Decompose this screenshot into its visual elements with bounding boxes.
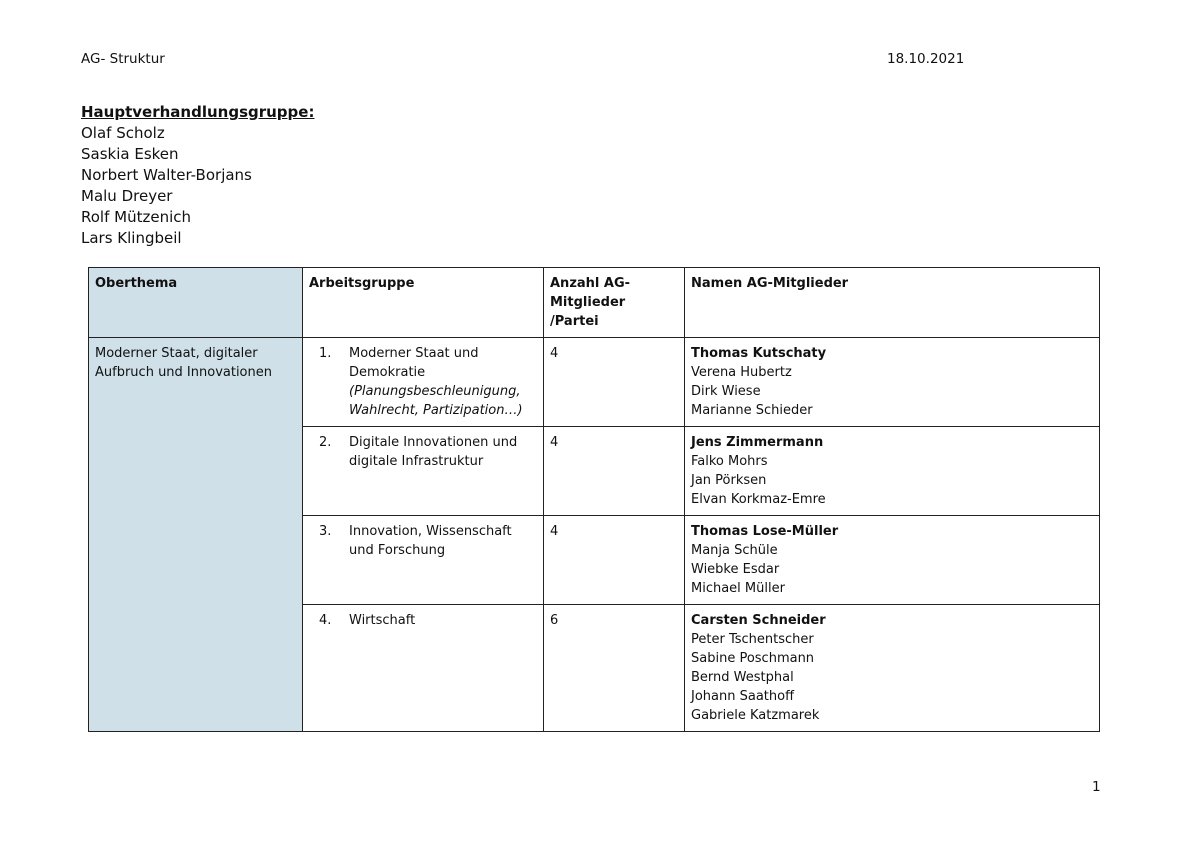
header-namen: Namen AG-Mitglieder (685, 268, 1100, 338)
ag-number: 3. (319, 524, 332, 539)
ag-member: Verena Hubertz (691, 365, 792, 380)
ag-member: Michael Müller (691, 581, 785, 596)
header-oberthema: Oberthema (89, 268, 303, 338)
ag-member: Sabine Poschmann (691, 651, 815, 666)
arbeitsgruppe-cell (303, 516, 544, 605)
member-names-cell (685, 427, 1100, 516)
member-count-cell: 4 (544, 338, 685, 427)
member-count-cell: 6 (544, 605, 685, 732)
hvg-member: Olaf Scholz (81, 124, 165, 142)
member-names-cell (685, 338, 1100, 427)
hvg-member: Norbert Walter-Borjans (81, 166, 252, 184)
hvg-member: Rolf Mützenich (81, 208, 192, 226)
member-count-cell: 4 (544, 516, 685, 605)
ag-member: Gabriele Katzmarek (691, 708, 820, 723)
ag-member: Elvan Korkmaz-Emre (691, 492, 826, 507)
arbeitsgruppe-cell (303, 338, 544, 427)
ag-member: Bernd Westphal (691, 670, 794, 685)
ag-member: Manja Schüle (691, 543, 778, 558)
ag-title: Innovation, Wissenschaft und Forschung (349, 524, 512, 558)
ag-detail: (Planungsbeschleunigung, Wahlrecht, Partizipation…) (349, 384, 523, 418)
ag-member: Peter Tschentscher (691, 632, 814, 647)
hauptverhandlungsgruppe-heading: Hauptverhandlungsgruppe: (81, 103, 315, 121)
ag-member: Wiebke Esdar (691, 562, 780, 577)
ag-lead-member: Jens Zimmermann (691, 435, 824, 450)
ag-member: Jan Pörksen (691, 473, 767, 488)
ag-structure-table (88, 267, 1100, 732)
ag-number: 2. (319, 435, 332, 450)
hvg-member: Lars Klingbeil (81, 229, 182, 247)
header-arbeitsgruppe: Arbeitsgruppe (303, 268, 544, 338)
ag-lead-member: Carsten Schneider (691, 613, 826, 628)
arbeitsgruppe-cell (303, 427, 544, 516)
document-title: AG- Struktur (81, 51, 165, 67)
ag-member: Marianne Schieder (691, 403, 813, 418)
member-names-cell (685, 605, 1100, 732)
page-number: 1 (1092, 779, 1101, 795)
document-date: 18.10.2021 (887, 51, 965, 67)
ag-number: 4. (319, 613, 332, 628)
oberthema-cell: Moderner Staat, digitaler Aufbruch und Innovationen (89, 338, 303, 732)
member-count-cell: 4 (544, 427, 685, 516)
member-names-cell (685, 516, 1100, 605)
header-anzahl: Anzahl AG-Mitglieder /Partei (544, 268, 685, 338)
ag-title: Wirtschaft (349, 613, 416, 628)
ag-member: Johann Saathoff (691, 689, 795, 704)
ag-title: Moderner Staat und Demokratie (349, 346, 479, 380)
ag-title: Digitale Innovationen und digitale Infrastruktur (349, 435, 518, 469)
hvg-member: Malu Dreyer (81, 187, 173, 205)
ag-number: 1. (319, 346, 332, 361)
ag-lead-member: Thomas Lose-Müller (691, 524, 839, 539)
ag-member: Falko Mohrs (691, 454, 768, 469)
ag-member: Dirk Wiese (691, 384, 761, 399)
hvg-member: Saskia Esken (81, 145, 179, 163)
arbeitsgruppe-cell (303, 605, 544, 732)
table-row (89, 338, 1100, 427)
table-header-row (89, 268, 1100, 338)
hauptverhandlungsgruppe-section (81, 102, 314, 249)
ag-lead-member: Thomas Kutschaty (691, 346, 827, 361)
